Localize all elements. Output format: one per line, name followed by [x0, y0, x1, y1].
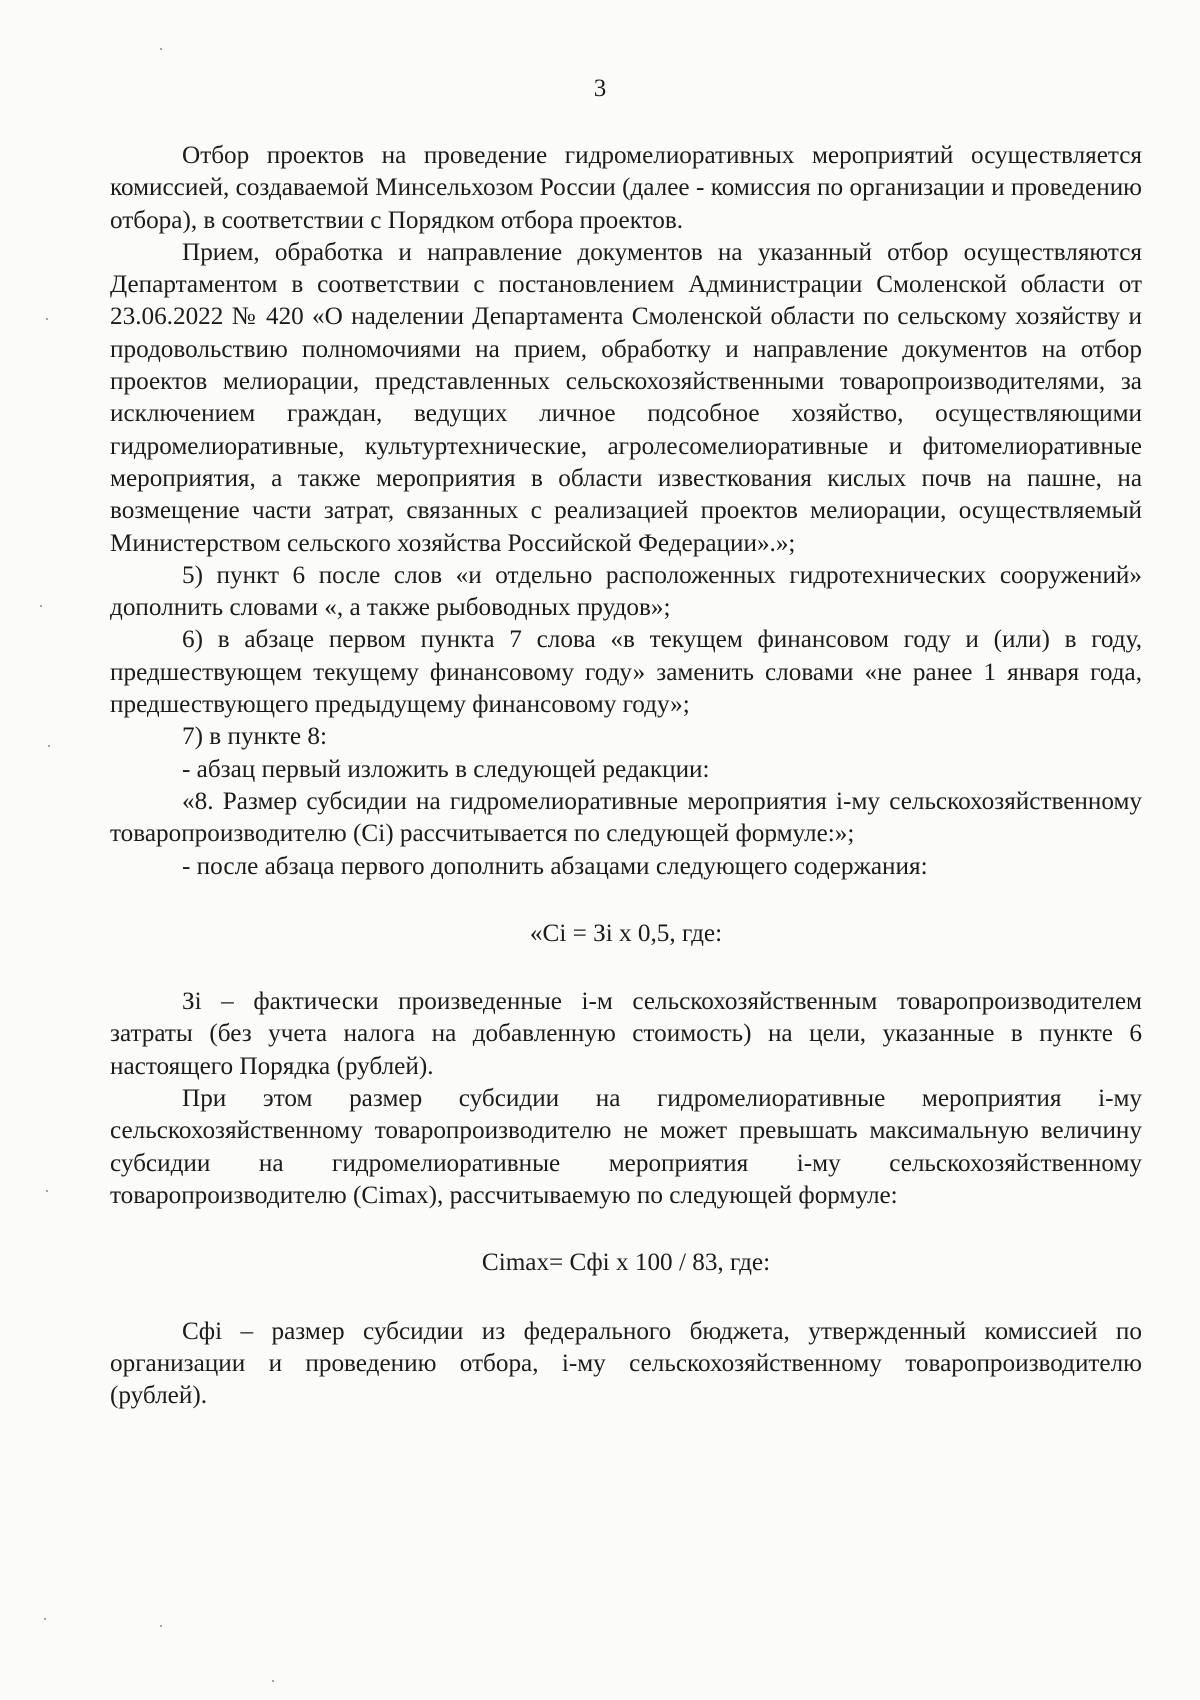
scan-speck	[160, 1625, 162, 1627]
paragraph-item-7: 7) в пункте 8:	[182, 723, 328, 751]
scan-speck	[46, 1190, 48, 1192]
scan-speck	[48, 745, 50, 747]
scan-speck	[40, 605, 42, 607]
paragraph-add-abzacs: - после абзаца первого дополнить абзацами следующего содержания:	[182, 852, 928, 880]
paragraph-selection-commission: Отбор проектов на проведение гидромелиоративных мероприятий осуществляется комиссией, создаваемой Минсельхозом России (далее - комиссия по организации и проведению отбора), в соответствии с Порядком отбора проектов.	[110, 142, 1142, 234]
formula-ci: «Ci = Зi x 0,5, где:	[529, 919, 723, 947]
document-body	[110, 140, 1142, 1412]
scan-speck	[272, 1680, 274, 1682]
paragraph-document-processing: Прием, обработка и направление документов на указанный отбор осуществляются Департаментом в соответствии с постановлением Администрации Смоленской области от 23.06.2022 № 420 «О наделении Департамента Смоленской области по сельскому хозяйству и продовольствию полномочиями на прием, обработку и направление документов на отбор проектов мелиорации, представленных сельскохозяйственными товаропроизводителями, за исключением граждан, ведущих личное подсобное хозяйство, осуществляющими гидромелиоративные, культуртехнические, агролесомелиоративные и фитомелиоративные мероприятия, а также мероприятия в области известкования кислых почв на пашне, на возмещение части затрат, связанных с реализацией проектов мелиорации, осуществляемый Министерством сельского хозяйства Российской Федерации».»;	[110, 238, 1142, 557]
scan-speck	[46, 318, 48, 320]
paragraph-item-5: 5) пункт 6 после слов «и отдельно расположенных гидротехнических сооружений» дополнить словами «, а также рыбоводных прудов»;	[110, 561, 1142, 622]
definition-cfi: Сфi – размер субсидии из федерального бюджета, утвержденный комиссией по организации и проведению отбора, i-му сельскохозяйственному товаропроизводителю (рублей).	[110, 1317, 1142, 1410]
page-number: 3	[593, 75, 607, 102]
paragraph-point-8-text: «8. Размер субсидии на гидромелиоративные мероприятия i-му сельскохозяйственному товаропроизводителю (Ci) рассчитывается по следующей формуле:»;	[110, 787, 1142, 848]
paragraph-item-6: 6) в абзаце первом пункта 7 слова «в текущем финансовом году и (или) в году, предшествующем текущему финансовому году» заменить словами «не ранее 1 января года, предшествующего предыдущему финансовому году»;	[110, 626, 1142, 719]
formula-cimax: Cimax= Сфi x 100 / 83, где:	[481, 1249, 771, 1277]
paragraph-max-subsidy: При этом размер субсидии на гидромелиоративные мероприятия i-му сельскохозяйственному товаропроизводителю не может превышать максимальную величину субсидии на гидромелиоративные мероприятия i-му сельскохозяйственному товаропроизводителю (Cimax), рассчитываемую по следующей формуле:	[110, 1085, 1142, 1209]
scan-speck	[44, 1618, 46, 1620]
paragraph-first-abzac-edit: - абзац первый изложить в следующей редакции:	[182, 755, 710, 783]
scan-speck	[160, 48, 162, 50]
definition-zi: Зi – фактически произведенные i-м сельскохозяйственным товаропроизводителем затраты (без учета налога на добавленную стоимость) на цели, указанные в пункте 6 настоящего Порядка (рублей).	[110, 988, 1142, 1080]
